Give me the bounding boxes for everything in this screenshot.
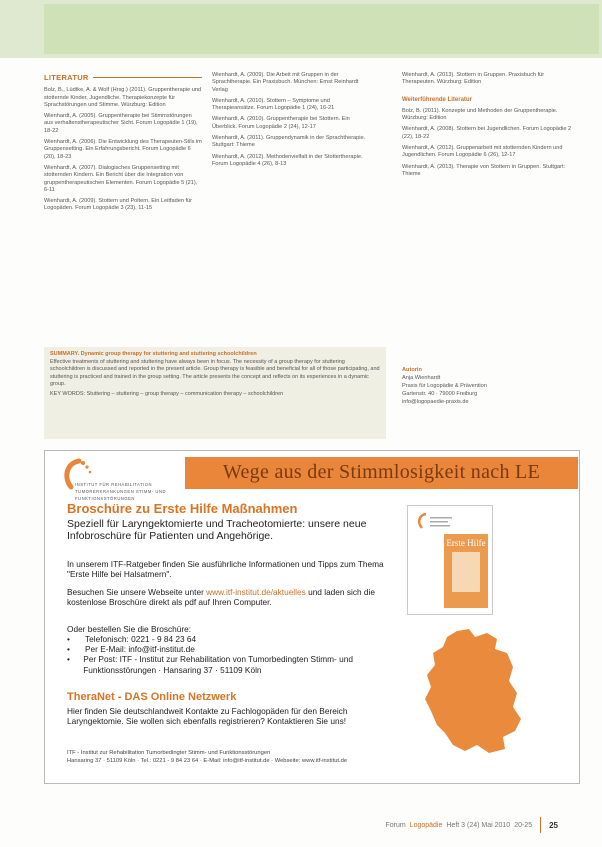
reference-item: Wienhardt, A. (2013). Therapie von Stottern in Gruppen. Stuttgart: Thieme bbox=[402, 163, 566, 177]
literature-heading bbox=[44, 74, 202, 81]
header-band bbox=[0, 0, 602, 58]
summary-body: Effective treatments of stuttering and stuttering have always been in focus. The necessity of a group therapy for stuttering schoolchildren is discussed and reported in the present article. Group therapy is feasible and beneficial for all of those participating, and stuttering is practiced and trained in the group setting. The article presents the concept and reflects on its experiences in a dynamic group. bbox=[50, 358, 380, 388]
brochure-orange-panel bbox=[444, 534, 488, 608]
ad-subtitle: Speziell für Laryngektomierte und Tracheotomierte: unsere neue Infobroschüre für Patienten und Angehörige. bbox=[67, 518, 367, 542]
reference-item: Wienhardt, A. (2006). Die Entwicklung des Therapeuten-Stils im Gruppensetting. Ein Erfahrungsbericht. Forum Logopädie 6 (20), 18-23 bbox=[44, 139, 202, 160]
literature-column-2 bbox=[212, 72, 372, 172]
germany-map-icon bbox=[417, 627, 529, 757]
reference-item: Wienhardt, A. (2005). Gruppentherapie bei Stimmstörungen aus verhaltenstherapeutischer Sicht. Forum Logopädie 1 (19), 18-22 bbox=[44, 113, 198, 134]
brochure-illustration bbox=[452, 552, 480, 592]
order-option-text: Per Post: ITF - Institut zur Rehabilitation von Tumorbedingten Stimm- und Funktionsstörungen · Hansaring 37 · 51109 Köln bbox=[83, 654, 353, 675]
theranet-title: TheraNet - DAS Online Netzwerk bbox=[67, 691, 237, 703]
order-option-phone bbox=[67, 634, 397, 644]
literature-column-3 bbox=[402, 72, 572, 182]
author-address: Gartenstr. 40 · 79000 Freiburg bbox=[402, 391, 478, 397]
website-prefix: Besuchen Sie unsere Webseite unter bbox=[67, 587, 204, 597]
author-practice: Praxis für Logopädie & Prävention bbox=[402, 383, 487, 389]
reference-item: Wienhardt, A. (2013). Stottern in Gruppen. Praxisbuch für Therapeuten. Würzburg: Edition bbox=[402, 72, 545, 86]
brochure-title: Erste Hilfe bbox=[446, 538, 486, 548]
journal-name: Logopädie bbox=[409, 821, 443, 829]
journal-prefix: Forum bbox=[385, 821, 406, 829]
page-range: 20-25 bbox=[514, 821, 533, 829]
ad-title: Broschüre zu Erste Hilfe Maßnahmen bbox=[67, 501, 298, 516]
order-option-email bbox=[67, 644, 397, 654]
reference-item: Wienhardt, A. (2012). Gruppenarbeit mit stotternden Kindern und Jugendlichen. Forum Logopädie 6 (26), 12-17 bbox=[402, 145, 563, 159]
reference-item: Bolz, B., Lüdtke, A. & Wolf (Hrsg.) (2011). Gruppentherapie und stotternde Kinder, Jugendliche. Therapiekonzepte für Sprachstörungen und Stimme. Würzburg: Edition bbox=[44, 87, 202, 108]
order-option-text: Telefonisch: 0221 - 9 84 23 64 bbox=[85, 634, 197, 644]
summary-keywords: KEY WORDS: Stuttering – stuttering – group therapy – communication therapy – schoolchildren bbox=[50, 390, 284, 397]
ad-order-intro: Oder bestellen Sie die Broschüre: bbox=[67, 624, 192, 634]
reference-item: Wienhardt, A. (2007). Dialogisches Gruppensetting mit stotternden Kindern. Ein Bericht über die Integration von gruppentherapeutischen Elementen. Forum Logopädie 5 (21), 6-11 bbox=[44, 164, 198, 193]
logo-line: TUMORERKRANKUNGEN STIMM- UND bbox=[75, 489, 167, 495]
logo-text bbox=[75, 481, 166, 503]
reference-item: Wienhardt, A. (2010). Gruppentherapie bei Stottern. Ein Überblick. Forum Logopädie 2 (24), 12-17 bbox=[212, 116, 350, 130]
reference-item: Wienhardt, A. (2011). Gruppendynamik in der Sprachtherapie. Stuttgart: Thieme bbox=[212, 135, 366, 149]
website-link[interactable]: www.itf-institut.de/aktuelles bbox=[206, 587, 306, 597]
theranet-body: Hier finden Sie deutschlandweit Kontakte zu Fachlogopäden für den Bereich Laryngektomie. Sie wollen sich ebenfalls registrieren? Kontaktieren Sie uns! bbox=[67, 706, 348, 727]
order-option-text[interactable]: Per E-Mail: info@itf-institut.de bbox=[85, 644, 195, 655]
reference-item: Bolz, B. (2011). Konzepte und Methoden der Gruppentherapie. Würzburg: Edition bbox=[402, 107, 558, 122]
logo-line: FUNKTIONSSTÖRUNGEN bbox=[75, 496, 135, 502]
bullet-icon: • bbox=[67, 634, 70, 644]
website-suffix: und laden sich die kostenlose Broschüre direkt als pdf auf Ihren Computer. bbox=[67, 587, 375, 608]
summary-box bbox=[44, 347, 386, 439]
order-options-list bbox=[67, 634, 397, 675]
author-email[interactable]: info@logopaedie-praxis.de bbox=[402, 399, 469, 405]
ad-footer-line: Hansaring 37 · 51109 Köln · Tel.: 0221 - 9 84 23 64 · E-Mail: info@itf-institut.de · Webseite: www.itf-institut.de bbox=[67, 758, 348, 764]
order-option-post bbox=[67, 654, 397, 674]
author-block bbox=[402, 366, 572, 406]
ad-paragraph-website bbox=[67, 587, 397, 607]
literature-heading-text: LITERATUR bbox=[44, 73, 89, 82]
author-name: Anja Wienhardt bbox=[402, 375, 441, 381]
ad-banner bbox=[185, 457, 578, 489]
reference-item: Wienhardt, A. (2012). Methodenvielfalt in der Stottertherapie. Forum Logopädie 4 (26), 8-13 bbox=[212, 153, 363, 167]
brochure-logo-icon bbox=[414, 512, 454, 530]
reference-item: Wienhardt, A. (2008). Stottern bei Jugendlichen. Forum Logopädie 2 (22), 18-22 bbox=[402, 126, 572, 140]
literature-column-1 bbox=[44, 72, 202, 217]
reference-item: Wienhardt, A. (2009). Die Arbeit mit Gruppen in der Sprachtherapie. Ein Praxisbuch. München: Ernst Reinhardt Verlag bbox=[212, 72, 359, 93]
summary-title: SUMMARY. Dynamic group therapy for stuttering and stuttering schoolchildren bbox=[50, 351, 257, 357]
ad-banner-text: Wege aus der Stimmlosigkeit nach LE bbox=[222, 461, 541, 483]
logo-line: INSTITUT FÜR REHABILITATION bbox=[75, 482, 153, 487]
reference-item: Wienhardt, A. (2009). Stottern und Poltern. Ein Leitfaden für Logopäden. Forum Logopädie 3 (23), 11-15 bbox=[44, 198, 193, 212]
advertisement bbox=[44, 450, 580, 784]
author-label: Autorin bbox=[402, 367, 422, 373]
brochure-cover-image bbox=[407, 505, 493, 615]
ad-paragraph: In unserem ITF-Ratgeber finden Sie ausführliche Informationen und Tipps zum Thema "Erste Hilfe bei Halsatmern". bbox=[67, 559, 384, 580]
journal-issue: Heft 3 (24) Mai 2010 bbox=[446, 821, 511, 829]
further-literature-heading: Weiterführende Literatur bbox=[402, 96, 472, 103]
ad-footer-line: ITF - Institut zur Rehabilitation Tumorbedingter Stimm- und Funktionsstörungen bbox=[67, 750, 271, 756]
page-number: 25 bbox=[549, 820, 558, 830]
reference-item: Wienhardt, A. (2010). Stottern – Symptome und Therapieansätze. Forum Logopädie 1 (24), 16-21 bbox=[212, 97, 335, 112]
bullet-icon: • bbox=[67, 654, 70, 665]
bullet-icon: • bbox=[67, 644, 70, 655]
header-band-inner bbox=[44, 4, 599, 54]
page-footer bbox=[385, 817, 558, 833]
ad-footer bbox=[67, 749, 437, 765]
heading-rule bbox=[93, 77, 202, 78]
footer-divider bbox=[540, 817, 541, 833]
